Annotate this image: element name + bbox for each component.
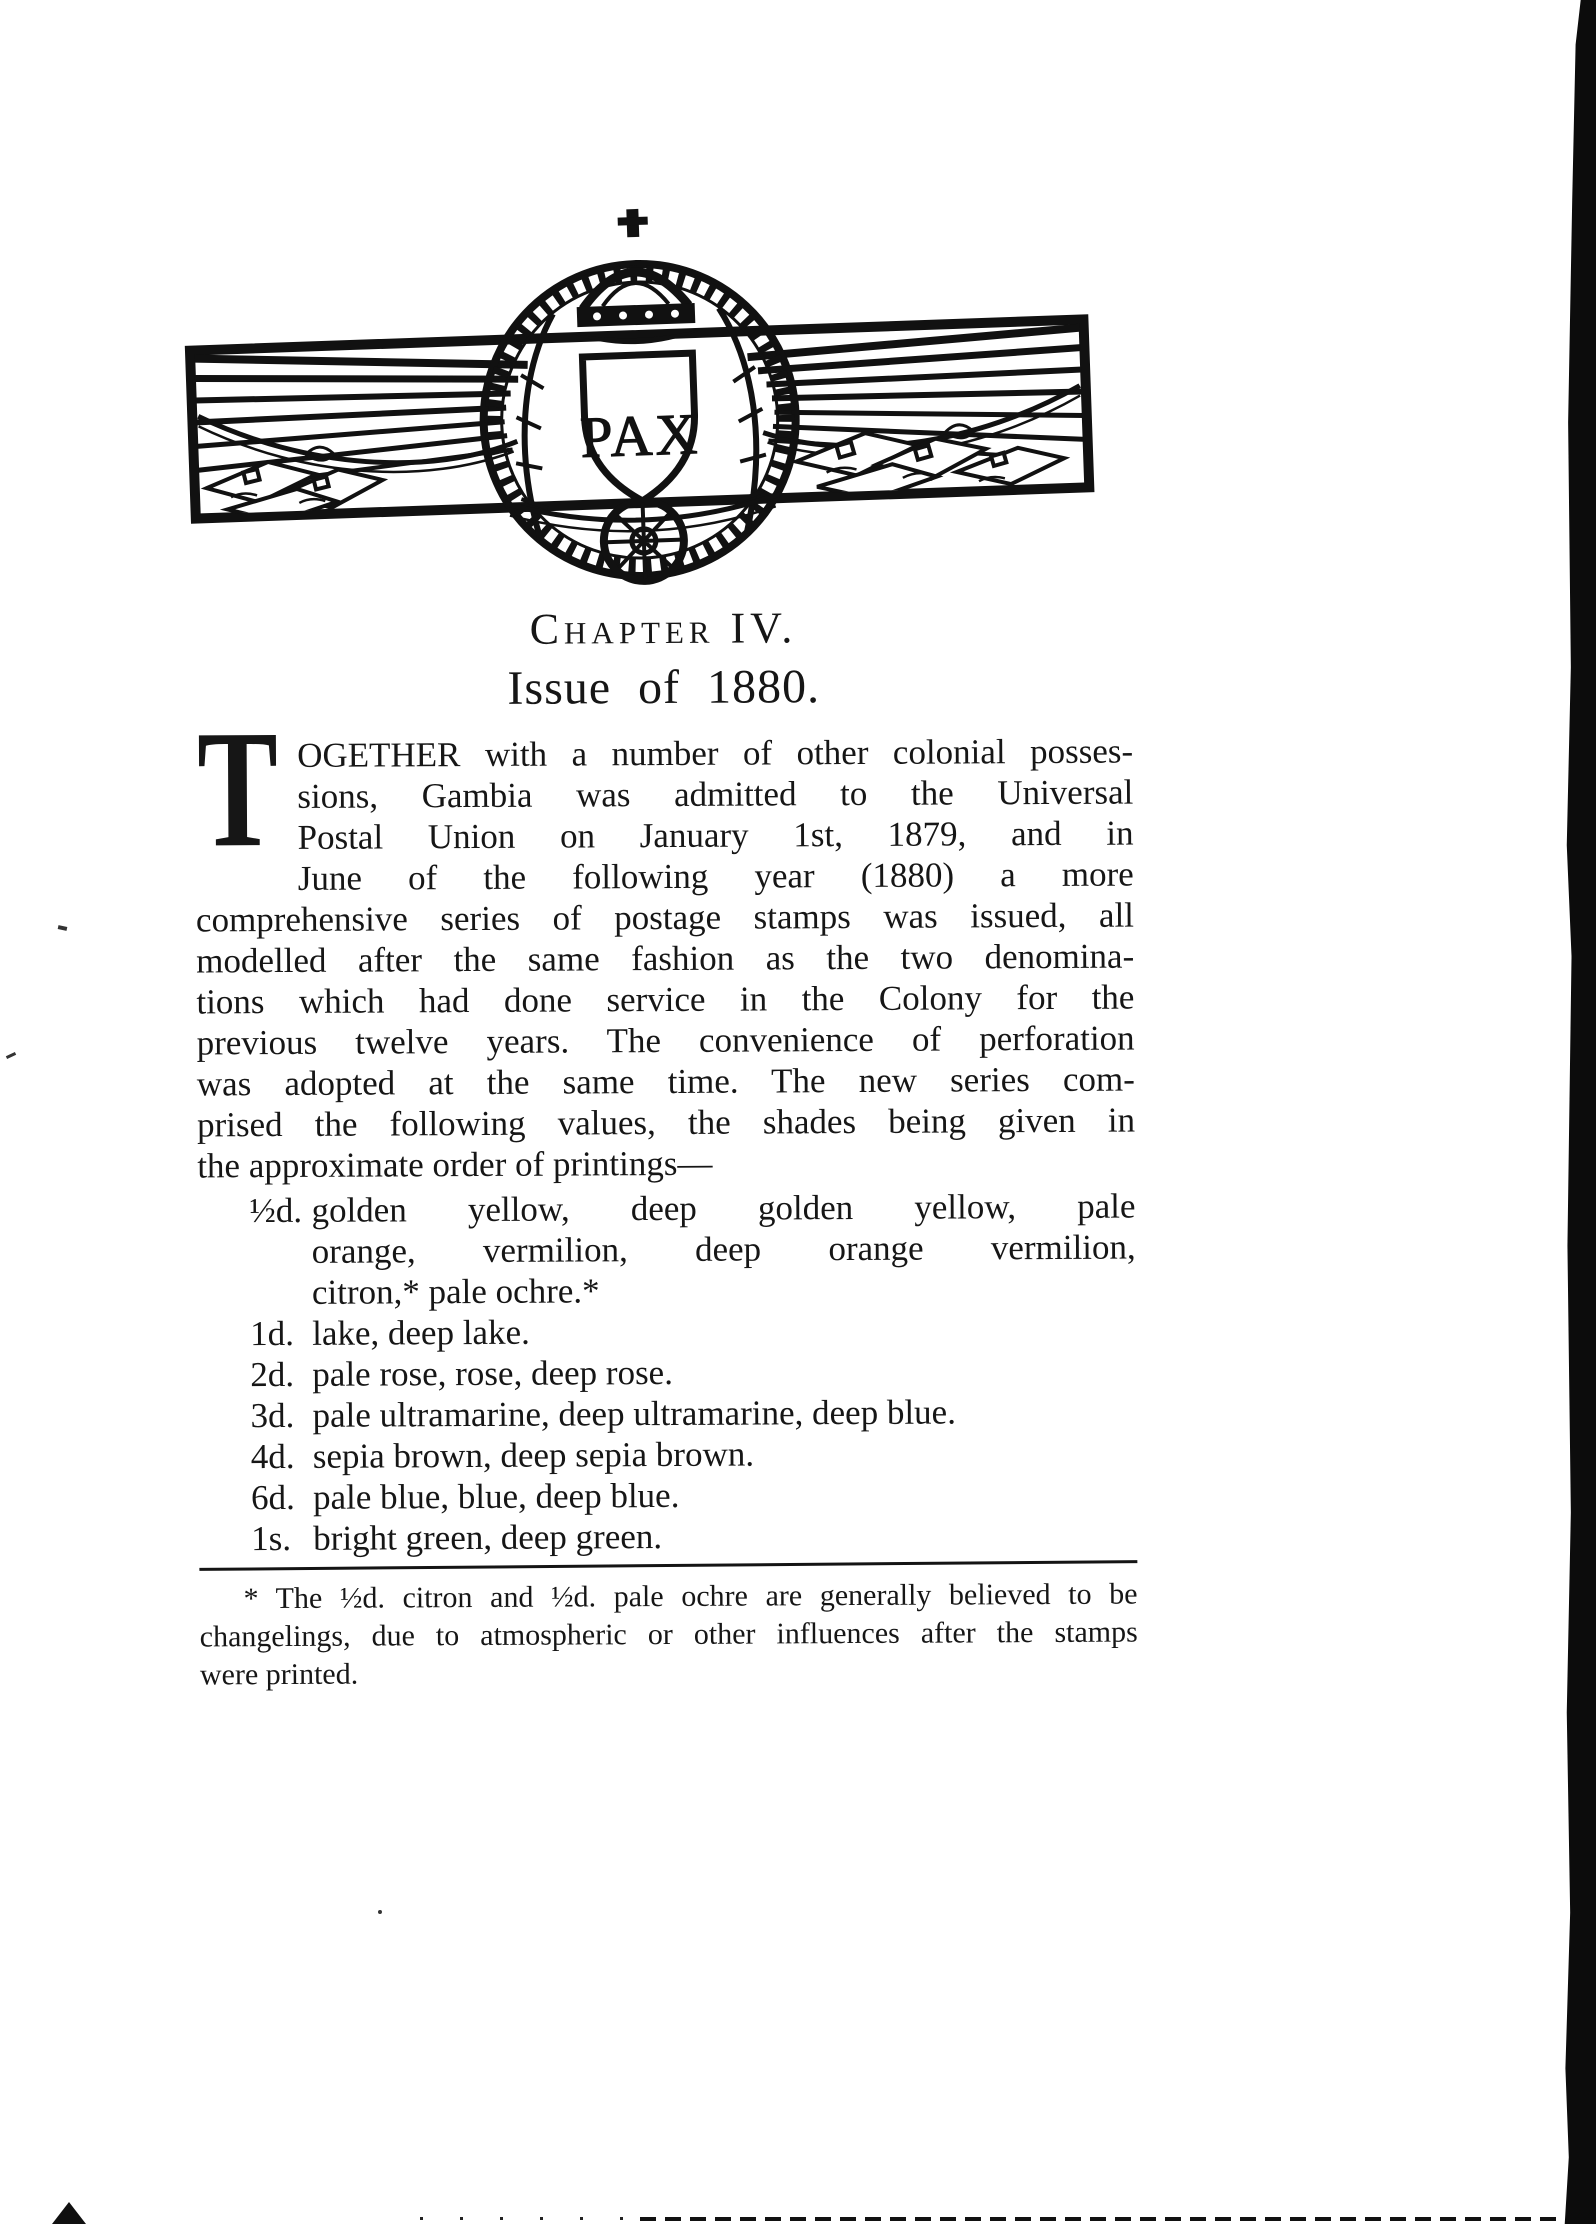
stamp-value-row — [249, 1186, 1136, 1314]
shade-list — [313, 1432, 1137, 1477]
paragraph-line: prised the following values, the shades being given in — [196, 1100, 1136, 1145]
scan-edge-bottom-dots — [420, 2217, 640, 2220]
lead-paragraph — [195, 696, 1136, 1187]
footnote-line: were printed. — [199, 1657, 359, 1692]
shade-list — [313, 1514, 1137, 1559]
shade-list — [313, 1473, 1137, 1518]
scan-speck — [6, 1052, 16, 1059]
scan-speck — [378, 1910, 382, 1914]
stamp-value-row — [251, 1432, 1137, 1478]
paragraph-line: June of the following year (1880) a more — [297, 854, 1134, 898]
paragraph-line: the approximate order of printings— — [197, 1143, 713, 1186]
paragraph-line: sions, Gambia was admitted to the Universal — [297, 772, 1134, 816]
denomination-label: 6d. — [250, 1477, 295, 1518]
shade-line: lake, deep lake. — [312, 1312, 530, 1353]
shade-list — [312, 1350, 1136, 1395]
stamp-value-row — [251, 1514, 1137, 1560]
stamp-value-row — [250, 1391, 1136, 1437]
footnote — [199, 1576, 1138, 1695]
shade-line: citron,* pale ochre.* — [311, 1271, 600, 1312]
scan-corner-mark — [52, 2202, 86, 2224]
denomination-label: 1d. — [250, 1313, 295, 1354]
shade-line: pale rose, rose, deep rose. — [312, 1352, 674, 1394]
stamp-value-row — [250, 1350, 1136, 1396]
dropcap-letter: T — [196, 696, 279, 883]
paragraph-line: was adopted at the same time. The new series com- — [196, 1059, 1135, 1104]
paragraph-line: comprehensive series of postage stamps was issued, all — [195, 895, 1135, 940]
shade-line: bright green, deep green. — [313, 1517, 663, 1558]
shade-list — [312, 1309, 1136, 1354]
shade-line: orange, vermilion, deep orange vermilion, — [311, 1227, 1136, 1271]
shade-list — [312, 1391, 1136, 1436]
scan-speck — [58, 925, 68, 931]
page-title: Issue of 1880. — [507, 660, 821, 715]
chapter-heading: Chapter IV. — [529, 603, 798, 654]
denomination-label: 2d. — [250, 1354, 295, 1395]
stamp-value-row — [251, 1473, 1137, 1519]
paragraph-lines — [195, 731, 1135, 1187]
footnote-line: changelings, due to atmospheric or other influences after the stamps — [199, 1615, 1138, 1654]
stamp-values-list — [249, 1186, 1137, 1560]
paragraph-line: modelled after the same fashion as the two denomina- — [196, 936, 1135, 981]
denomination-label: 1s. — [251, 1518, 292, 1559]
pax-motto-text: PAX — [579, 400, 702, 471]
shade-line: golden yellow, deep golden yellow, pale — [311, 1186, 1136, 1230]
scan-edge-right — [1562, 0, 1596, 2224]
footnote-rule — [199, 1560, 1137, 1571]
shade-line: sepia brown, deep sepia brown. — [312, 1434, 755, 1476]
paragraph-line: previous twelve years. The convenience of perforation — [196, 1018, 1135, 1063]
scan-edge-bottom — [640, 2217, 1560, 2221]
denomination-label: ½d. — [249, 1190, 303, 1231]
paragraph-line: tions which had done service in the Colony for the — [196, 977, 1135, 1022]
shade-line: pale blue, blue, deep blue. — [312, 1475, 680, 1517]
shade-line: pale ultramarine, deep ultramarine, deep blue. — [312, 1392, 957, 1435]
paragraph-line: Postal Union on January 1st, 1879, and in — [297, 813, 1134, 857]
footnote-line: * The ½d. citron and ½d. pale ochre are generally believed to be — [243, 1577, 1138, 1616]
text-column — [191, 0, 1141, 2224]
denomination-label: 3d. — [250, 1395, 295, 1436]
paragraph-line: OGETHER with a number of other colonial posses- — [297, 731, 1134, 775]
denomination-label: 4d. — [250, 1436, 295, 1477]
stamp-value-row — [250, 1309, 1136, 1355]
shade-list — [311, 1186, 1136, 1313]
